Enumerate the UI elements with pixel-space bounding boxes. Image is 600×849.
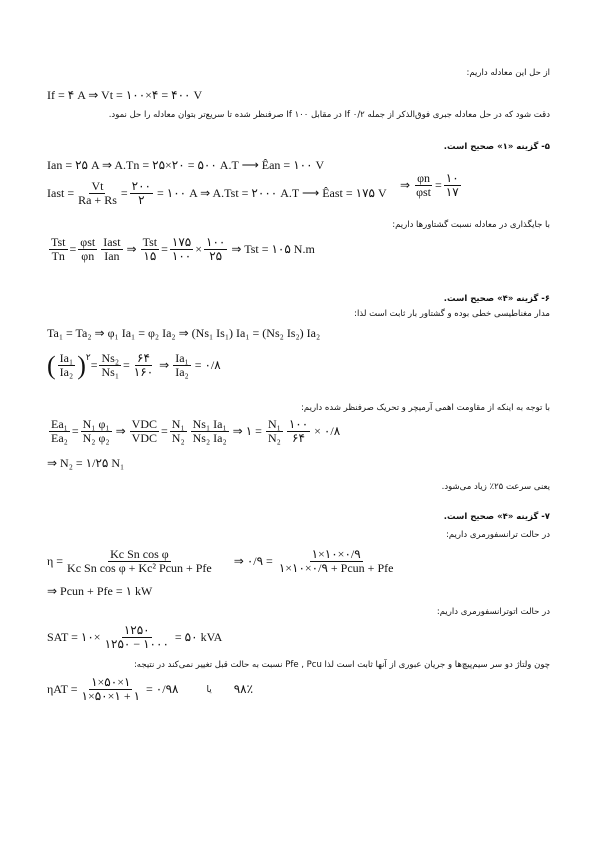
q6-e3-frac5 (191, 418, 229, 445)
q5-subst-text: با جایگذاری در معادله نسبت گشتاورها داریم: (392, 220, 550, 230)
q5-l2-den: Ra + Rs (78, 193, 117, 207)
q7-eta-frac2 (277, 548, 396, 575)
q7-text2: در حالت اتوترانسفورمری داریم: (436, 607, 550, 617)
q6-eq2 (47, 352, 223, 379)
q6-e3-den6: N₂ (267, 431, 281, 445)
q6-e2-den2: Ns₁ (101, 365, 120, 379)
q6-e3-den3: VDC (131, 431, 157, 445)
q7-sat-eq (47, 624, 224, 651)
q6-e3-frac1 (49, 418, 70, 445)
q6-e3-den4: N₂ (171, 431, 185, 445)
q6-e3-den2: N₂ φ₂ (82, 431, 110, 445)
q5-l2-num2: ۲۰۰ (131, 179, 151, 193)
q7-eta-eq (47, 548, 397, 575)
q5-t-den1: Tn (51, 249, 65, 263)
q6-e2-den4: Ia₂ (175, 365, 189, 379)
q6-e2-pow: ۲ (85, 352, 91, 362)
q7-nat-den: ۱×۵۰×۱ + ۱ (81, 689, 141, 703)
q5-t-frac3 (101, 236, 122, 263)
q6-e3-den5: Ns₂ Ia₂ (192, 431, 227, 445)
q6-e3-eq1: = (71, 424, 79, 438)
q7-nat-or: یا (206, 684, 212, 695)
q7-eta-arrow: ⇒ ۰/۹ = (233, 554, 273, 568)
q5-ratio-frac1 (414, 172, 433, 199)
q5-torque-eq (47, 236, 317, 263)
q5-t-eq2: = (161, 242, 168, 256)
q5-t-num5: ۱۷۵ (171, 235, 192, 249)
q6-e2-rparen: ) (77, 350, 86, 380)
q5-ratio-den2: ۱۷ (445, 185, 459, 199)
q6-e3-num3: VDC (131, 417, 157, 431)
q6-e2-num4: Ia₁ (175, 351, 189, 365)
q6-e3-frac6 (266, 418, 283, 445)
q6-title: ۶- گزینه «۴» صحیح است. (443, 294, 550, 304)
q5-t-num3: Iast (103, 235, 121, 249)
q5-t-frac6 (204, 236, 227, 263)
q5-l2-frac2 (130, 180, 153, 207)
equation-field-current: If = ۴ A ⇒ Vt = ۱۰۰×۴ = ۴۰۰ V (47, 88, 203, 102)
q5-ratio-arrow: ⇒ (400, 178, 411, 192)
q5-l2-frac1 (76, 180, 119, 207)
q6-eq3 (47, 418, 342, 445)
q5-ratio (398, 172, 463, 199)
q6-e2-frac4 (173, 352, 191, 379)
q5-t-den5: ۱۰۰ (171, 249, 192, 263)
q6-e2-eq2: = (123, 358, 130, 372)
q5-l2-num: Vt (91, 179, 104, 193)
q5-title: ۵- گزینه «۱» صحیح است. (443, 142, 550, 152)
q6-e3-arrow2: ⇒ ۱ = (232, 424, 262, 438)
q7-text1: در حالت ترانسفورمری داریم: (446, 530, 550, 540)
q5-t-frac5 (170, 236, 193, 263)
q5-t-den2: φn (81, 249, 95, 263)
q5-t-arrow1: ⇒ (126, 242, 137, 256)
q7-nat-val: = ۰/۹۸ (146, 682, 179, 696)
q5-ratio-num: φn (417, 171, 430, 185)
q7-eta-frac1 (65, 548, 214, 575)
q6-text3: یعنی سرعت ۲۵٪ زیاد می‌شود. (441, 482, 550, 492)
q6-e2-den1: Ia₂ (59, 365, 74, 379)
q6-e2-val: = ۰/۸ (194, 358, 221, 372)
q6-e2-num3: ۶۴ (137, 351, 150, 365)
q6-e3-num1: Ea₁ (51, 417, 68, 431)
q5-ratio-num2: ۱۰ (445, 171, 459, 185)
q5-l2-den2: ۲ (138, 193, 145, 207)
q7-title: ۷- گزینه «۴» صحیح است. (443, 512, 550, 522)
q6-e3-frac7 (287, 418, 310, 445)
q5-t-den3: Ian (104, 249, 120, 263)
q7-eta-den: Kc Sn cos φ + Kc² Pcun + Pfe (67, 561, 212, 575)
q5-t-num4: Tst (142, 235, 158, 249)
q5-l2-eq: = (120, 186, 128, 200)
q6-eq4: ⇒ N₂ = ۱/۲۵ N₁ (47, 456, 125, 470)
q6-text1: مدار مغناطیسی خطی بوده و گشتاور بار ثابت است لذا: (354, 309, 550, 319)
q6-e3-num7: ۱۰۰ (288, 417, 309, 431)
note-text: دقت شود که در حل معادله جبری فوق‌الذکر از جمله If ۰/۲ در مقابل If ۱۰۰ صرفنظر شده تا سریع‌تر بتوان معادله را حل نمود. (108, 110, 550, 120)
q5-t-frac2 (78, 236, 97, 263)
q7-sat-den: ۱۲۵۰ − ۱۰۰۰ (104, 637, 169, 651)
q5-t-num2: φst (80, 235, 96, 249)
q6-e2-eq1: = (90, 358, 98, 372)
q7-sat-lhs: SAT = ۱۰× (47, 630, 101, 644)
q6-e3-frac4 (170, 418, 187, 445)
q6-e2-frac3 (132, 352, 155, 379)
q5-ratio-frac2 (444, 172, 461, 199)
q7-sat-rest: = ۵۰ kVA (174, 630, 223, 644)
q5-l2-rest: = ۱۰۰ A ⇒ A.Tst = ۲۰۰۰ A.T ⟶ Êast = ۱۷۵ V (157, 186, 387, 200)
q6-e2-frac2 (99, 352, 121, 379)
q5-t-frac4 (141, 236, 160, 263)
q6-e2-den3: ۱۶۰ (133, 365, 154, 379)
q6-e2-arrow: ⇒ (159, 358, 170, 372)
q5-t-den6: ۲۵ (209, 249, 223, 263)
q5-t-eq1: = (69, 242, 77, 256)
q6-e3-num2: N₁ φ₁ (82, 417, 110, 431)
q6-e2-num1: Ia₁ (59, 351, 74, 365)
q5-ratio-den: φst (416, 185, 431, 199)
q5-t-num6: ۱۰۰ (206, 235, 226, 249)
q6-text2: با توجه به اینکه از مقاومت اهمی آرمیچر و تحریک صرفنظر شده داریم: (301, 403, 550, 413)
q7-nat-frac (80, 676, 143, 703)
q7-text3: چون ولتاژ دو سر سیم‌پیچ‌ها و جریان عبوری از آنها ثابت است لذا Pfe , Pcu نسبت به حالت قبل تغییر نمی‌کند در نتیجه: (133, 660, 550, 670)
q5-t-frac1 (49, 236, 68, 263)
q7-nat-eq (47, 676, 255, 703)
q6-e3-num4: N₁ (171, 417, 185, 431)
q6-e3-arrow1: ⇒ (115, 424, 126, 438)
q5-t-num1: Tst (51, 235, 66, 249)
q6-e3-num6: N₁ (267, 417, 281, 431)
q7-nat-pct: ۹۸٪ (233, 682, 254, 696)
q6-e3-num5: Ns₁ Ia₁ (192, 417, 227, 431)
q6-eq1: Ta₁ = Ta₂ ⇒ φ₁ Ia₁ = φ₂ Ia₂ ⇒ (Ns₁ Is₁) Ia₁ = (Ns₂ Is₂) Ia₂ (47, 326, 321, 340)
q7-eta-num: Kc Sn cos φ (110, 547, 169, 561)
q6-e3-frac2 (81, 418, 112, 445)
q7-sat-frac (103, 624, 171, 651)
q6-e3-den7: ۶۴ (292, 431, 305, 445)
q6-e3-tail: × ۰/۸ (314, 424, 341, 438)
q5-t-den4: ۱۵ (143, 249, 157, 263)
q6-e2-lparen: ( (47, 350, 56, 380)
q5-t-times: × (195, 242, 203, 256)
q5-line2 (47, 180, 389, 207)
q7-nat-num: ۱×۵۰×۱ (91, 675, 131, 689)
q6-e3-eq2: = (161, 424, 168, 438)
q7-eta-den2: ۱×۱۰×۰/۹ + Pcun + Pfe (278, 561, 394, 575)
q5-t-final: ⇒ Tst = ۱۰۵ N.m (231, 242, 315, 256)
q7-eta-num2: ۱×۱۰×۰/۹ (311, 547, 361, 561)
q5-ratio-eq: = (435, 178, 442, 192)
q5-l2-lhs: Iast = (47, 186, 75, 200)
q6-e3-den1: Ea₂ (51, 431, 68, 445)
q7-sat-num: ۱۲۵۰ (123, 623, 150, 637)
q6-e2-num2: Ns₂ (101, 351, 120, 365)
q7-eta-final: ⇒ Pcun + Pfe = ۱ kW (47, 584, 153, 598)
q7-nat-lhs: ηAT = (47, 682, 78, 696)
q7-eta-lhs: η = (47, 554, 64, 568)
intro-text: از حل این معادله داریم: (466, 68, 550, 78)
q6-e2-frac1 (58, 352, 76, 379)
q5-line1: Ian = ۲۵ A ⇒ A.Tn = ۲۵×۲۰ = ۵۰۰ A.T ⟶ Êan = ۱۰۰ V (47, 158, 325, 172)
q6-e3-frac3 (130, 418, 159, 445)
